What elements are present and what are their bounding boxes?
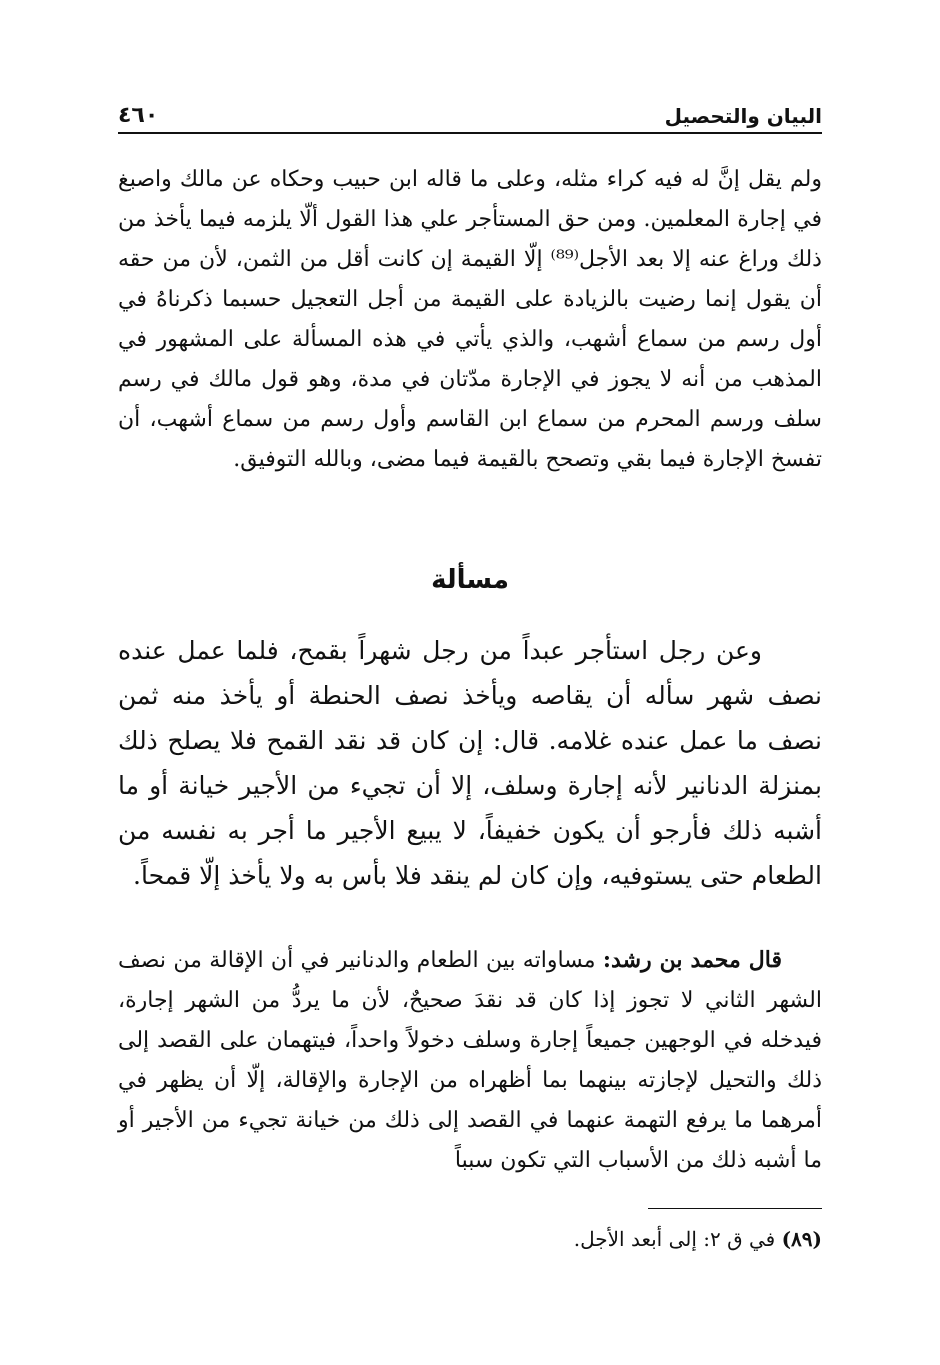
answer-text: مساواته بين الطعام والدنانير في أن الإقالة من نصف الشهر الثاني لا تجوز إذا كان قد نقدَ صحيحٌ، لأن ما يردُّ من الشهر إجارة، فيدخله في الوجهين جميعاً إجارة وسلف دخولاً واحداً، فيتهمان على القصد إلى ذلك والتحيل لإجازته بينهما بما أظهراه من الإجارة والإقالة، إلّا أن يظهر في أمرهما ما يرفع التهمة عنهما في القصد إلى ذلك من خيانة تجيء من الأجير أو ما أشبه ذلك من الأسباب التي تكون سبباً [118, 948, 822, 1173]
page-number: ٤٦٠ [118, 103, 159, 128]
running-header [118, 92, 822, 128]
question-paragraph: وعن رجل استأجر عبداً من رجل شهراً بقمح، فلما عمل عنده نصف شهر سأله أن يقاصه ويأخذ نصف الحنطة أو يأخذ منه ثمن نصف ما عمل عنده غلامه. قال: إن كان قد نقد القمح فلا يصلح ذلك بمنزلة الدنانير لأنه إجارة وسلف، إلا أن تجيء من الأجير خيانة أو ما أشبه ذلك فأرجو أن يكون خفيفاً، لا يبيع الأجير ما أجر به نفسه من الطعام حتى يستوفيه، وإن كان لم ينقد فلا بأس به ولا يأخذ إلّا قمحاً. [118, 636, 822, 890]
footnote-marker: (٨٩) [781, 1227, 822, 1251]
answer-speaker: قال محمد بن رشد: [602, 947, 783, 973]
answer-paragraph [118, 940, 822, 1181]
body-paragraph-1: ولم يقل إنَّ له فيه كراء مثله، وعلى ما قاله ابن حبيب وحكاه عن مالك واصبغ في إجارة المعلمين. ومن حق المستأجر علي هذا القول ألّا يلزمه فيما يأخذ من ذلك وراغ عنه إلا بعد الأجل⁽⁸⁹⁾ إلّا القيمة إن كانت أقل من الثمن، لأن من حقه أن يقول إنما رضيت بالزيادة على القيمة من أجل التعجيل حسبما ذكرناهُ في أول رسم من سماع أشهب، والذي يأتي في هذه المسألة على المشهور في المذهب من أنه لا يجوز في الإجارة مدّتان في مدة، وهو قول مالك في رسم سلف ورسم المحرم من سماع ابن القاسم وأول رسم من سماع أشهب، أن تفسخ الإجارة فيما بقي وتصحح بالقيمة فيما مضى، وبالله التوفيق. [118, 167, 822, 472]
header-title: البيان والتحصيل [664, 104, 822, 128]
footnote-rule [648, 1208, 822, 1209]
footnote [118, 1222, 822, 1256]
footnote-text: في ق ٢: إلى أبعد الأجل. [573, 1227, 776, 1251]
header-rule [118, 132, 822, 134]
section-title: مسألة [431, 565, 509, 595]
